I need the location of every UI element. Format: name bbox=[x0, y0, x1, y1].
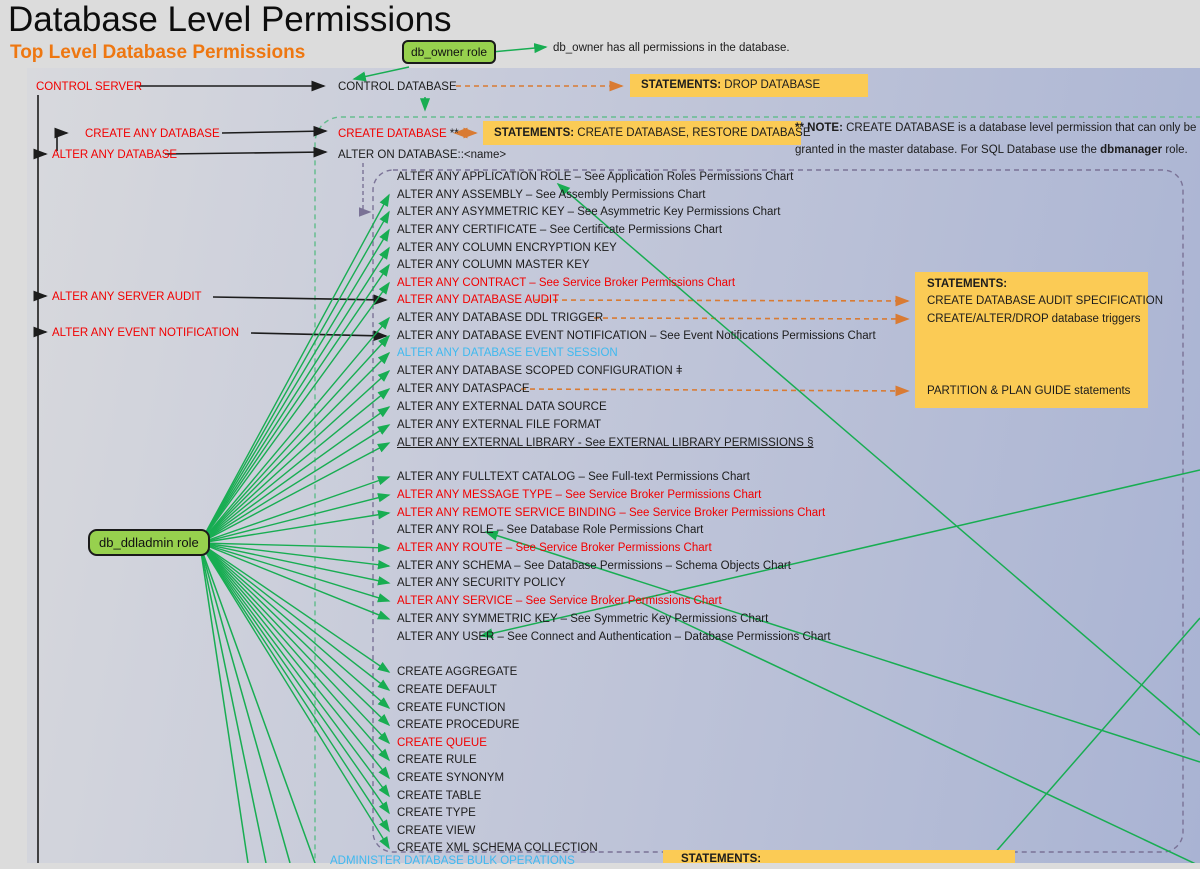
permission-item: ALTER ANY CERTIFICATE – See Certificate Permissions Chart bbox=[397, 224, 723, 236]
label-alter-any-server-audit: ALTER ANY SERVER AUDIT bbox=[52, 291, 202, 303]
permission-item: CREATE PROCEDURE bbox=[397, 719, 520, 731]
permission-item: CREATE QUEUE bbox=[397, 737, 487, 749]
statements-text: DROP DATABASE bbox=[721, 79, 821, 91]
label-administer-bulk-operations: ADMINISTER DATABASE BULK OPERATIONS bbox=[330, 855, 575, 867]
statement-item: PARTITION & PLAN GUIDE statements bbox=[927, 385, 1131, 397]
create-database-note bbox=[795, 118, 1197, 161]
permission-item: ALTER ANY USER – See Connect and Authentication – Database Permissions Chart bbox=[397, 631, 831, 643]
permission-item: ALTER ANY EXTERNAL LIBRARY - See EXTERNAL LIBRARY PERMISSIONS § bbox=[397, 437, 814, 449]
permission-item: CREATE DEFAULT bbox=[397, 684, 497, 696]
statements-box-audit bbox=[915, 272, 1164, 408]
db-owner-role-box bbox=[402, 40, 496, 64]
permission-item: ALTER ANY APPLICATION ROLE – See Application Roles Permissions Chart bbox=[397, 171, 794, 183]
label-control-database: CONTROL DATABASE bbox=[338, 81, 457, 93]
purple-elbow-connector bbox=[363, 163, 370, 212]
permission-item: ALTER ANY DATABASE DDL TRIGGER bbox=[397, 312, 604, 324]
permission-item: ALTER ANY SECURITY POLICY bbox=[397, 577, 566, 589]
permission-item: ALTER ANY DATABASE EVENT SESSION bbox=[397, 347, 618, 359]
permission-item: ALTER ANY CONTRACT – See Service Broker Permissions Chart bbox=[397, 277, 736, 289]
ddladmin-fan-arrows bbox=[200, 195, 389, 848]
permission-item: ALTER ANY DATASPACE bbox=[397, 383, 530, 395]
label-alter-any-database: ALTER ANY DATABASE bbox=[52, 149, 178, 161]
statements-box-drop-database bbox=[630, 74, 868, 97]
page-title: Database Level Permissions bbox=[8, 0, 452, 39]
permission-item: ALTER ANY DATABASE EVENT NOTIFICATION – See Event Notifications Permissions Chart bbox=[397, 330, 876, 342]
permission-item: CREATE TABLE bbox=[397, 790, 482, 802]
label-alter-on-database: ALTER ON DATABASE::<name> bbox=[338, 149, 507, 161]
permission-item: ALTER ANY MESSAGE TYPE – See Service Broker Permissions Chart bbox=[397, 489, 762, 501]
permission-item: CREATE VIEW bbox=[397, 825, 476, 837]
statements-box-create-database bbox=[483, 121, 811, 145]
permission-item: CREATE SYNONYM bbox=[397, 772, 505, 784]
permission-item: ALTER ANY DATABASE SCOPED CONFIGURATION ǂ bbox=[397, 365, 683, 377]
section-heading: Top Level Database Permissions bbox=[10, 42, 306, 63]
label-control-server: CONTROL SERVER bbox=[36, 81, 143, 93]
statements-title: STATEMENTS: bbox=[681, 853, 762, 863]
label-alter-any-event-notification: ALTER ANY EVENT NOTIFICATION bbox=[52, 327, 240, 339]
permission-item: ALTER ANY ASSEMBLY – See Assembly Permissions Chart bbox=[397, 189, 706, 201]
create-database-text: CREATE DATABASE bbox=[338, 128, 447, 140]
statement-item: CREATE DATABASE AUDIT SPECIFICATION bbox=[927, 295, 1164, 307]
statement-item: CREATE/ALTER/DROP database triggers bbox=[927, 313, 1141, 325]
permission-item: ALTER ANY DATABASE AUDIT bbox=[397, 294, 560, 306]
permission-item: ALTER ANY COLUMN MASTER KEY bbox=[397, 259, 590, 271]
permission-item: CREATE XML SCHEMA COLLECTION bbox=[397, 842, 598, 854]
db-owner-note: db_owner has all permissions in the database. bbox=[553, 42, 790, 54]
permission-item: CREATE AGGREGATE bbox=[397, 666, 518, 678]
permission-item: ALTER ANY ROUTE – See Service Broker Permissions Chart bbox=[397, 542, 712, 554]
db-ddladmin-role-label: db_ddladmin role bbox=[99, 535, 199, 550]
permission-item: ALTER ANY EXTERNAL DATA SOURCE bbox=[397, 401, 607, 413]
permission-item: ALTER ANY SERVICE – See Service Broker Permissions Chart bbox=[397, 595, 722, 607]
permission-item: ALTER ANY FULLTEXT CATALOG – See Full-text Permissions Chart bbox=[397, 471, 750, 483]
permission-item: ALTER ANY ROLE – See Database Role Permissions Chart bbox=[397, 524, 704, 536]
statements-title: STATEMENTS: bbox=[927, 278, 1008, 290]
statements-text: CREATE DATABASE, RESTORE DATABASE bbox=[574, 127, 811, 139]
db-owner-role-label: db_owner role bbox=[411, 45, 488, 59]
permission-item: CREATE RULE bbox=[397, 754, 477, 766]
permission-item: CREATE TYPE bbox=[397, 807, 476, 819]
permission-item: ALTER ANY ASYMMETRIC KEY – See Asymmetric Key Permissions Chart bbox=[397, 206, 781, 218]
statements-box-bottom bbox=[663, 850, 1015, 863]
permission-item: ALTER ANY COLUMN ENCRYPTION KEY bbox=[397, 242, 617, 254]
permission-item: ALTER ANY EXTERNAL FILE FORMAT bbox=[397, 419, 602, 431]
statements-title: STATEMENTS: bbox=[641, 79, 722, 91]
db-ddladmin-role-box bbox=[88, 529, 210, 556]
label-create-any-database: CREATE ANY DATABASE bbox=[85, 128, 220, 140]
label-create-database bbox=[338, 126, 459, 142]
statements-title: STATEMENTS: bbox=[494, 127, 575, 139]
note-line-1: ** NOTE: CREATE DATABASE is a database level permission that can only be bbox=[795, 122, 1197, 134]
permission-item: ALTER ANY REMOTE SERVICE BINDING – See Service Broker Permissions Chart bbox=[397, 507, 826, 519]
permission-item: ALTER ANY SYMMETRIC KEY – See Symmetric Key Permissions Chart bbox=[397, 613, 769, 625]
permission-item: ALTER ANY SCHEMA – See Database Permissions – Schema Objects Chart bbox=[397, 560, 791, 572]
note-line-2: granted in the master database. For SQL Database use the dbmanager role. bbox=[795, 143, 1188, 156]
create-database-note-marker: ** bbox=[446, 128, 459, 140]
permission-item: CREATE FUNCTION bbox=[397, 702, 506, 714]
